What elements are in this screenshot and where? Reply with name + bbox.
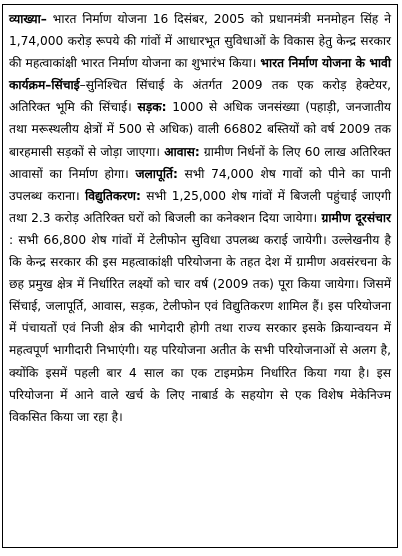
road-heading: सड़क: [137, 100, 167, 115]
intro-text: भारत निर्माण योजना 16 दिसंबर, 2005 को प्रधानमंत्री मनमोहन सिंह ने 1,74,000 करोड़ रूपये की गांवों में आधारभूत सुविधाओं के विकास हेतु केन्द्र सरकार की महत्वाकांक्षी भारत निर्माण योजना का शुभारंभ किया। [9, 12, 391, 71]
program-heading: भारत निर्माण योजना के भावी कार्यक्रम–सिंचाई [9, 56, 391, 93]
water-text: सभी 74,000 शेष गावों को पीने का पानी उपलब्ध कराना। [9, 166, 391, 203]
intro-heading: व्याख्या– [9, 12, 47, 26]
road-text: 1000 से अधिक जनसंख्या (पहाड़ी, जनजातीय तथा मरूस्थलीय क्षेत्रों में 500 से अधिक) वाली 66802 बस्तियों को वर्ष 2009 तक बारहमासी सड़कों से जोड़ा जाएगा। [9, 100, 391, 159]
water-heading: जलापूर्ति: [135, 166, 178, 181]
article-paragraph [9, 8, 391, 428]
electric-text: सभी 1,25,000 शेष गांवों में बिजली पहुंचाई जाएगी तथा 2.3 करोड़ अतिरिक्त घरों को बिजली का कनेक्शन दिया जायेगा। [9, 188, 391, 225]
telecom-heading: ग्रामीण दूरसंचार [321, 210, 391, 225]
article-box [2, 4, 398, 548]
housing-text: ग्रामीण निर्धनों के लिए 60 लाख अतिरिक्त आवासों का निर्माण होगा। [9, 144, 392, 181]
housing-heading: आवास: [164, 144, 200, 159]
electric-heading: विद्युतिकरण: [85, 188, 141, 203]
telecom-text: : सभी 66,800 शेष गांवों में टेलीफोन सुविधा उपलब्ध कराई जायेगी। उल्लेखनीय है कि केन्द्र सरकार की इस महत्वाकांक्षी परियोजना के तहत देश में ग्रामीण अवसंरचना के छह प्रमुख क्षेत्र में निर्धारित लक्ष्यों को चार वर्ष (2009 तक) पूरा किया जायेगा। जिसमें सिंचाई, जलापूर्ति, आवास, सड़क, टेलीफोन एवं विद्युतिकरण शामिल हैं। इस परियोजना में पंचायतों एवं निजी क्षेत्र की भागेदारी होगी तथा राज्य सरकार इसके क्रियान्वयन में महत्वपूर्ण भागीदारी निभाएंगी। यह परियोजना अतीत के सभी परियोजनाओं से अलग है, क्योंकि इसमें पहली बार 4 साल का एक टाइमफ्रेम निर्धारित किया गया है। इस परियोजना में आने वाले खर्च के लिए नाबार्ड के सहयोग से एक विशेष मेकेनिज्म विकसित किया जा रहा है। [9, 232, 391, 424]
program-text: –सुनिश्चित सिंचाई के अंतर्गत 2009 तक एक करोड़ हेक्टेयर, अतिरिक्त भूमि की सिंचाई। [9, 78, 391, 115]
